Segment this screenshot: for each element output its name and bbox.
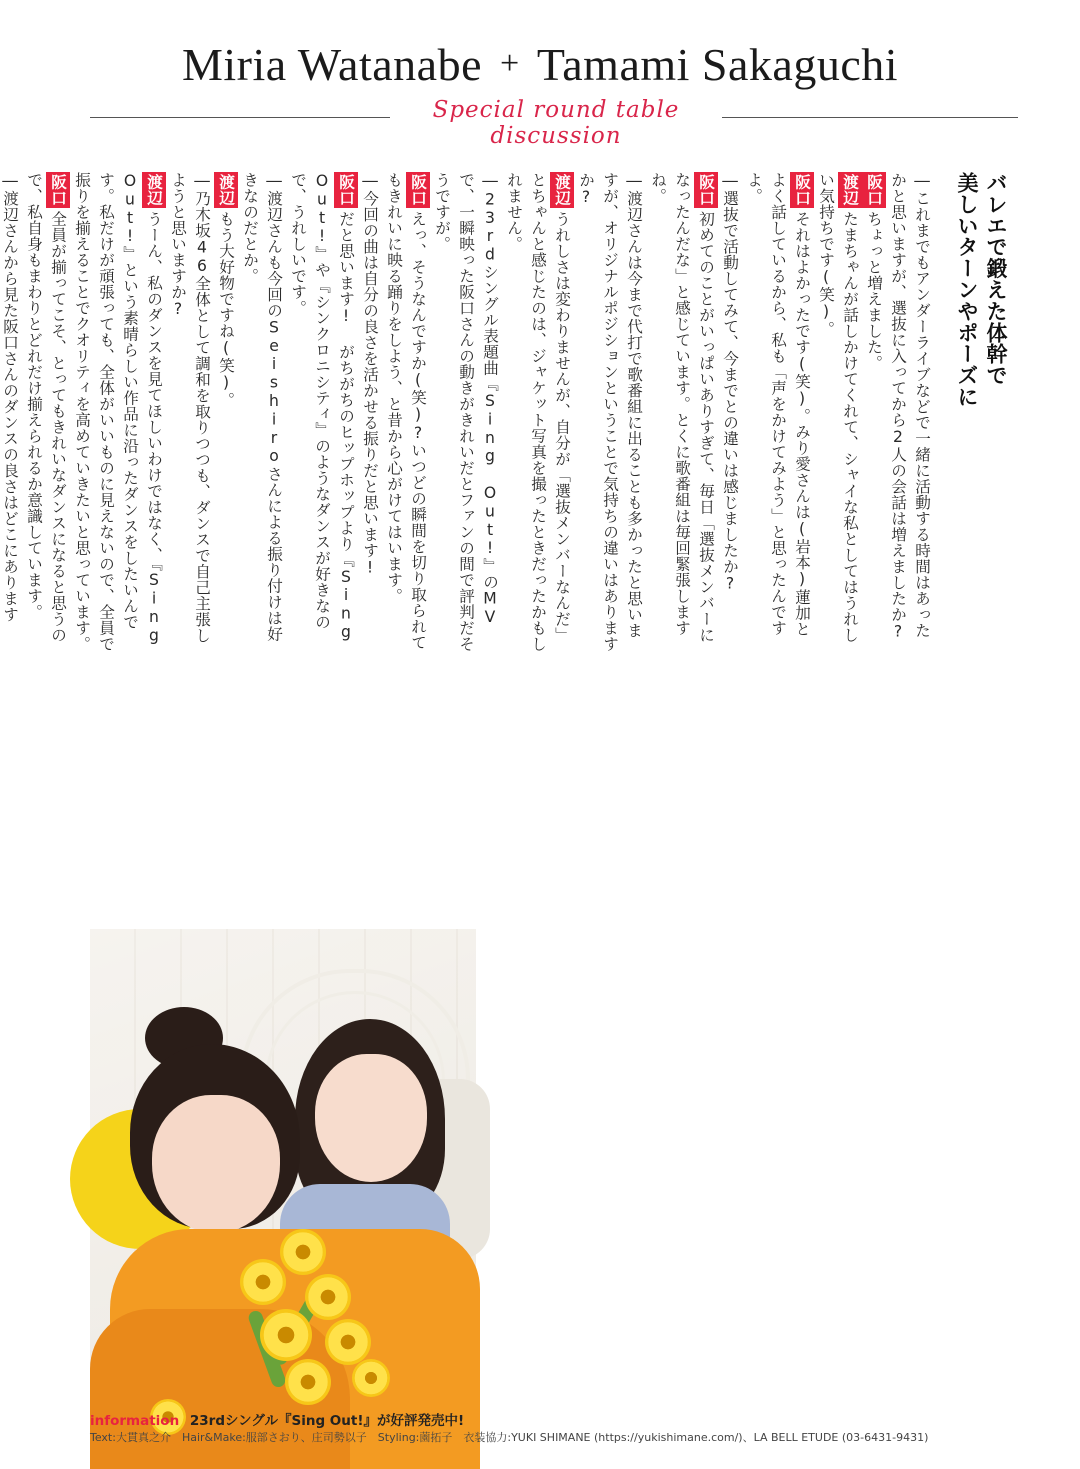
photo-flower (285, 1359, 331, 1405)
photo (90, 929, 476, 1447)
paragraph-text: ―渡辺さんから見た阪口さんのダンスの良さはどこにあります (1, 172, 19, 623)
paragraph (862, 172, 886, 652)
paragraph (814, 172, 862, 652)
paragraph (742, 172, 814, 652)
paragraph-text: 全員が揃ってこそ、とってもきれいなダンスになると思うので、私自身もまわりとどれだけ揃えられるか意識しています。 (25, 172, 67, 643)
paragraph-text: ―渡辺さんも今回のSeishiroさんによる振り付けは好きなのだとか。 (241, 172, 283, 642)
photo-flower (352, 1359, 390, 1397)
paragraph (70, 172, 166, 652)
paragraph-text: それはよかったです(笑)。みり愛さんは(岩本)蓮加とよく話しているから、私も「声をかけてみよう」と思ったんですよ。 (745, 172, 811, 637)
paragraph-text: 初めてのことがいっぱいありすぎて、毎日「選抜メンバーになったんだな」と感じています。とくに歌番組は毎回緊張しますね。 (649, 172, 715, 643)
paragraph (286, 172, 358, 652)
information-line (90, 1409, 464, 1429)
paragraph-text: ―選抜で活動してみて、今までとの違いは感じましたか? (721, 172, 739, 593)
paragraph (718, 172, 742, 652)
paragraph-text: ―乃木坂46全体として調和を取りつつも、ダンスで自己主張しようと思いますか? (169, 172, 211, 644)
photo-person-left-face (152, 1095, 280, 1233)
photo-flower (325, 1319, 371, 1365)
paragraph-text: うれしさは変わりませんが、自分が「選抜メンバーなんだ」とちゃんと感じたのは、ジャケット写真を撮ったときだったかもしれません。 (505, 172, 571, 652)
paragraph-text: ―23rdシングル表題曲『Sing Out!』のMVで、一瞬映った阪口さんの動きがきれいだとファンの間で評判だそうですが。 (433, 172, 499, 652)
speaker-tag: 渡辺 (142, 172, 166, 208)
name-sakaguchi: Tamami Sakaguchi (536, 39, 899, 90)
headline-line: バレエで鍛えた体幹で (984, 172, 1008, 386)
divider-left (90, 117, 390, 118)
headline (952, 172, 1010, 652)
speaker-tag: 阪口 (334, 172, 358, 208)
paragraph-text: ―これまでもアンダーライブなどで一緒に活動する時間はあったかと思いますが、選抜に入ってから2人の会話は増えましたか? (889, 172, 931, 641)
paragraph (22, 172, 70, 652)
speaker-tag: 渡辺 (550, 172, 574, 208)
headline-line: 美しいターンやポーズに (955, 172, 979, 408)
divider-right (722, 117, 1018, 118)
plus-sign: + (500, 45, 520, 82)
photo-flower (240, 1259, 286, 1305)
page-title (0, 38, 1080, 91)
paragraph (238, 172, 286, 652)
paragraph-text: ―渡辺さんは今まで代打で歌番組に出ることも多かったと思いますが、オリジナルポジションということで気持ちの違いはありますか? (577, 172, 643, 652)
paragraph (166, 172, 214, 652)
information-label: information (90, 1413, 180, 1429)
paragraph-text: ―今回の曲は自分の良さを活かせる振りだと思います! (361, 172, 379, 577)
paragraph-text: だと思います! がちがちのヒップホップより『Sing Out!』や『シンクロニシティ』のようなダンスが好きなので、うれしいです。 (289, 172, 355, 642)
paragraph (430, 172, 502, 652)
photo-person-right-face (315, 1054, 427, 1182)
speaker-tag: 阪口 (862, 172, 886, 208)
paragraph-text: うーん、私のダンスを見てほしいわけではなく、『Sing Out!』という素晴らしい作品に沿ったダンスをしたいんです。私だけが頑張っても、全体がいいものに見えないので、全員で振りを揃えることでクオリティを高めていきたいと思っています。 (73, 172, 163, 652)
credits: Text:大貫真之介 Hair&Make:服部さおり、庄司勢以子 Styling:薗拓子 衣装協力:YUKI SHIMANE (https://yukishimane.com/)、LA BELL ETUDE (03-6431-9431) (90, 1431, 929, 1444)
speaker-tag: 阪口 (406, 172, 430, 208)
name-watanabe: Miria Watanabe (181, 39, 482, 90)
paragraph-text: ちょっと増えました。 (865, 211, 883, 371)
photo-flower (305, 1274, 351, 1320)
speaker-tag: 阪口 (790, 172, 814, 208)
paragraph (0, 172, 22, 652)
paragraph (214, 172, 238, 652)
paragraph (886, 172, 934, 652)
paragraph-text: たまちゃんが話しかけてくれて、シャイな私としてはうれしい気持ちです(笑)。 (817, 172, 859, 643)
paragraph (646, 172, 718, 652)
speaker-tag: 渡辺 (214, 172, 238, 208)
photo-flower (280, 1229, 326, 1275)
article-body (1, 172, 1010, 652)
paragraph-text: えっ、そうなんですか(笑)?いつどの瞬間を切り取られてもきれいに映る踊りをしよう、と昔から心がけてはいます。 (385, 172, 427, 651)
speaker-tag: 阪口 (46, 172, 70, 208)
paragraph-text: もう大好物ですね(笑)。 (217, 211, 235, 408)
paragraph (382, 172, 430, 652)
speaker-tag: 阪口 (694, 172, 718, 208)
paragraph (574, 172, 646, 652)
paragraph (358, 172, 382, 652)
subtitle: Special round table discussion (432, 97, 680, 149)
information-text: 23rdシングル『Sing Out!』が好評発売中! (189, 1413, 465, 1429)
photo-flower (260, 1309, 312, 1361)
paragraph (502, 172, 574, 652)
speaker-tag: 渡辺 (838, 172, 862, 208)
